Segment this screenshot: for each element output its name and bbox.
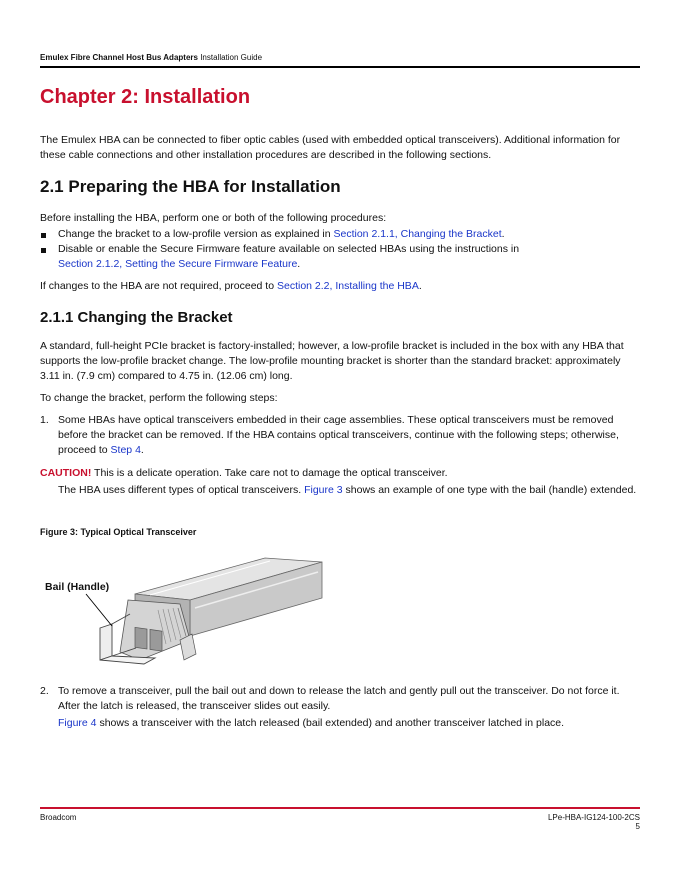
- bullet1-text: Change the bracket to a low-profile version as explained in: [58, 228, 334, 240]
- footer-rule: [40, 807, 640, 809]
- proceed-end: .: [418, 280, 422, 292]
- bullet1-end: .: [501, 228, 505, 240]
- link-figure-4[interactable]: Figure 4: [58, 717, 97, 729]
- bracket-paragraph: A standard, full-height PCIe bracket is factory-installed; however, a low-profile bracket is included in the box with any HBA that supports the low-profile bracket change. The low-profile mounting bracket is shorter than the standard bracket: approximately 3.11 in. (7.9 cm) compared to 4.75 in. (12.06 cm) long.: [40, 340, 624, 382]
- proceed-text: If changes to the HBA are not required, proceed to: [40, 280, 277, 292]
- footer-page-number: 5: [635, 822, 640, 831]
- figure-4-text: shows a transceiver with the latch released (bail extended) and another transceiver latched in place.: [96, 717, 565, 729]
- section-2-1-heading: 2.1 Preparing the HBA for Installation: [40, 177, 341, 196]
- bullet-marker: [41, 248, 46, 253]
- bullet-item-firmware: [58, 242, 638, 272]
- chapter-title: Chapter 2: Installation: [40, 86, 251, 108]
- step1-end: .: [140, 444, 144, 456]
- proceed-paragraph: [40, 279, 422, 294]
- footer-company: Broadcom: [40, 813, 77, 822]
- steps-intro: To change the bracket, perform the following steps:: [40, 392, 278, 404]
- link-step-4[interactable]: Step 4: [110, 444, 141, 456]
- header-subtitle: Installation Guide: [200, 53, 263, 62]
- running-header: [40, 53, 262, 62]
- caution-text: This is a delicate operation. Take care not to damage the optical transceiver.: [91, 467, 448, 479]
- caution-note: [40, 466, 640, 481]
- link-section-2-1-1[interactable]: Section 2.1.1, Changing the Bracket: [333, 228, 502, 240]
- step-number: 2.: [40, 685, 49, 697]
- bullet2-end: .: [297, 258, 301, 270]
- step-2-text: To remove a transceiver, pull the bail out and down to release the latch and gently pull out the transceiver. Do not force it. After the latch is released, the transceiver slides out easily.: [58, 685, 620, 712]
- footer-doc-id: LPe-HBA-IG124-100-2CS: [547, 813, 640, 822]
- section-2-1-lead: Before installing the HBA, perform one or both of the following procedures:: [40, 212, 387, 224]
- bail-handle-label: Bail (Handle): [45, 581, 110, 593]
- figure-reference-paragraph: [58, 483, 640, 498]
- fig-ref-pre: The HBA uses different types of optical transceivers.: [58, 484, 305, 496]
- bullet-marker: [41, 233, 46, 238]
- step-1-text: [58, 413, 640, 458]
- step1-body: Some HBAs have optical transceivers embedded in their cage assemblies. These optical transceivers must be removed before the bracket can be removed. If the HBA contains optical transceivers, continue with the following steps; otherwise, proceed to: [58, 414, 619, 456]
- figure-caption: Figure 3: Typical Optical Transceiver: [40, 527, 197, 537]
- intro-paragraph: The Emulex HBA can be connected to fiber optic cables (used with embedded optical transceivers). Additional information for these cable connections and other installation procedures are described in the following sections.: [40, 134, 621, 161]
- step-number: 1.: [40, 414, 49, 426]
- link-figure-3[interactable]: Figure 3: [304, 484, 343, 496]
- figure-4-reference: [58, 716, 640, 731]
- link-section-2-2[interactable]: Section 2.2, Installing the HBA: [276, 280, 419, 292]
- fig-ref-post: shows an example of one type with the bail (handle) extended.: [342, 484, 637, 496]
- header-title: Emulex Fibre Channel Host Bus Adapters: [40, 53, 198, 62]
- bullet2-text: Disable or enable the Secure Firmware feature available on selected HBAs using the instructions in: [58, 243, 520, 255]
- bullet-item-bracket: [58, 227, 638, 242]
- link-section-2-1-2[interactable]: Section 2.1.2, Setting the Secure Firmware Feature: [58, 258, 298, 270]
- transceiver-figure: [40, 548, 330, 673]
- caution-label: CAUTION!: [40, 467, 92, 479]
- header-rule: [40, 66, 640, 68]
- section-2-1-1-heading: 2.1.1 Changing the Bracket: [40, 309, 233, 326]
